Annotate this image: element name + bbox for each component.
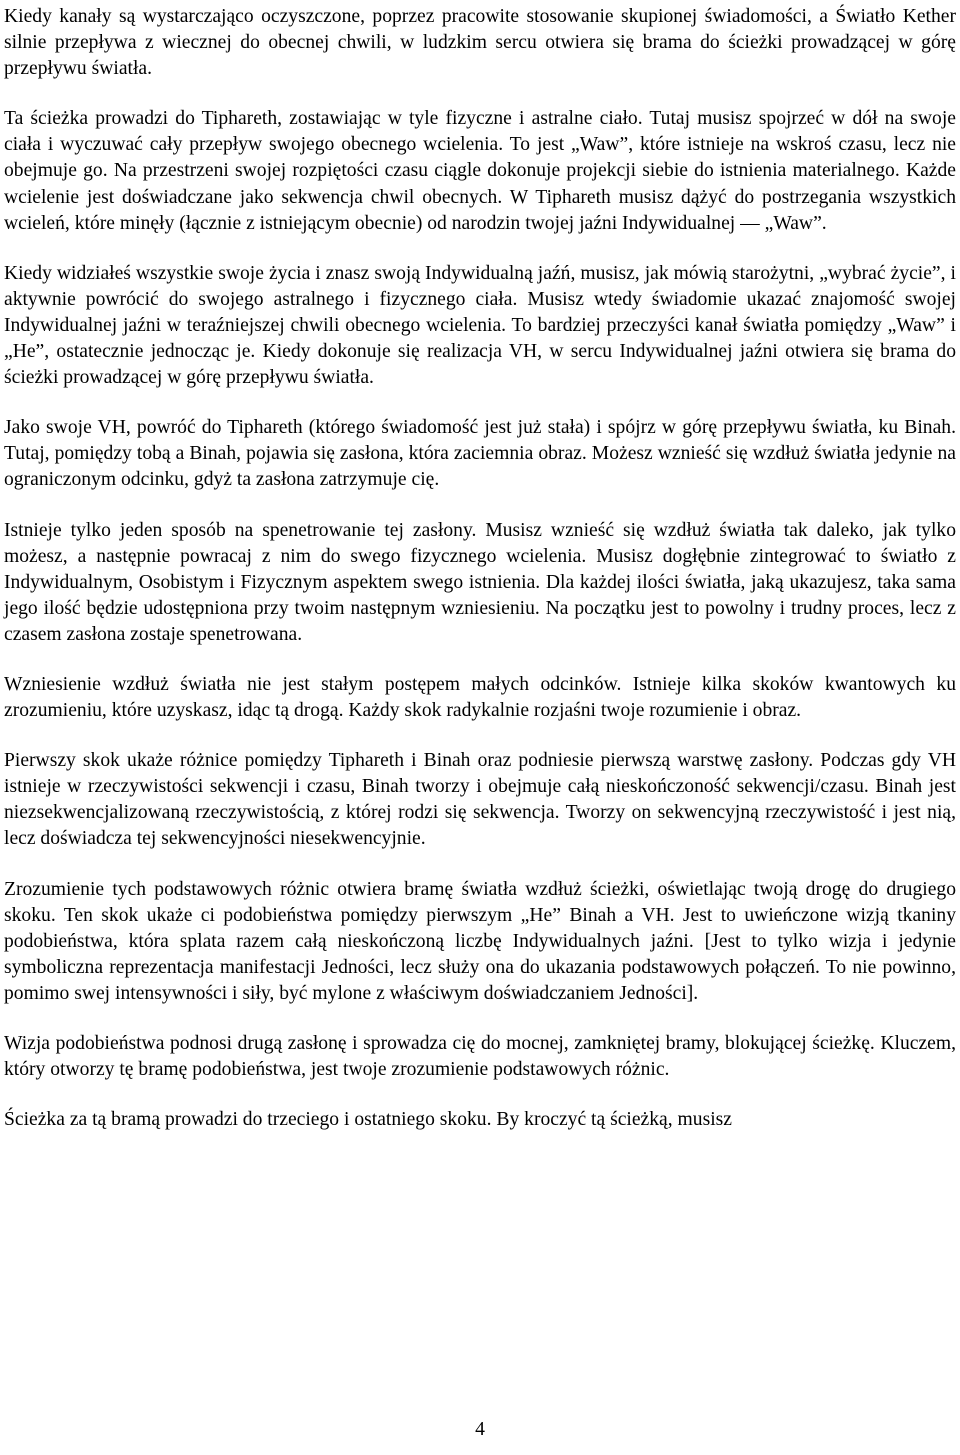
paragraph: Kiedy kanały są wystarczająco oczyszczone, poprzez pracowite stosowanie skupionej świadomości, a Światło Kether silnie przepływa z wiecznej do obecnej chwili, w ludzkim sercu otwiera się brama do ścieżki prowadzącej w górę przepływu światła. <box>4 6 956 80</box>
document-body <box>4 4 956 1133</box>
page-number: 4 <box>475 1419 485 1440</box>
paragraph: Kiedy widziałeś wszystkie swoje życia i znasz swoją Indywidualną jaźń, musisz, jak mówią starożytni, „wybrać życie”, i aktywnie powrócić do swojego astralnego i fizycznego ciała. Musisz wtedy świadomie ukazać znajomość swojej Indywidualnej jaźni w teraźniejszej chwili obecnego wcielenia. To bardziej przeczyści kanał światła pomiędzy „Waw” i „He”, ostatecznie jednocząc je. Kiedy dokonuje się realizacja VH, w sercu Indywidualnej jaźni otwiera się brama do ścieżki prowadzącej w górę przepływu światła. <box>4 262 956 389</box>
paragraph: Wizja podobieństwa podnosi drugą zasłonę i sprowadza cię do mocnej, zamkniętej bramy, blokującej ścieżkę. Kluczem, który otworzy tę bramę podobieństwa, jest twoje zrozumienie podstawowych różnic. <box>4 1033 956 1081</box>
paragraph: Ta ścieżka prowadzi do Tiphareth, zostawiając w tyle fizyczne i astralne ciało. Tutaj musisz spojrzeć w dół na swoje ciała i wyczuwać cały przepływ swojego obecnego wcielenia. To jest „Waw”, które istnieje na wskroś czasu, lecz nie obejmuje go. Na przestrzeni swojej rozpiętości czasu ciągle dokonuje projekcji siebie do istnienia materialnego. Każde wcielenie jest doświadczane jako sekwencja chwil obecnych. W Tiphareth musisz dążyć do postrzegania wszystkich wcieleń, które minęły (łącznie z istniejącym obecnie) od narodzin twojej jaźni Indywidualnej — „Waw”. <box>4 108 956 234</box>
paragraph: Jako swoje VH, powróć do Tiphareth (którego świadomość jest już stała) i spójrz w górę przepływu światła, ku Binah. Tutaj, pomiędzy tobą a Binah, pojawia się zasłona, która zaciemnia obraz. Możesz wznieść się wzdłuż światła jedynie na ograniczonym odcinku, gdyż ta zasłona zatrzymuje cię. <box>4 417 956 491</box>
paragraph: Pierwszy skok ukaże różnice pomiędzy Tiphareth i Binah oraz podniesie pierwszą warstwę zasłony. Podczas gdy VH istnieje w rzeczywistości sekwencji i czasu, Binah tworzy i obejmuje całą nieskończoność sekwencji/czasu. Binah jest niezsekwencjalizowaną rzeczywistością, z której rodzi się sekwencja. Tworzy on sekwencyjną rzeczywistość i jest nią, lecz doświadcza tej sekwencyjności niesekwencyjnie. <box>4 750 956 850</box>
paragraph: Zrozumienie tych podstawowych różnic otwiera bramę światła wzdłuż ścieżki, oświetlając twoją drogę do drugiego skoku. Ten skok ukaże ci podobieństwa pomiędzy pierwszym „He” Binah a VH. Jest to uwieńczone wizją tkaniny podobieństwa, która splata razem całą nieskończoną liczbę Indywidualnych jaźni. [Jest to tylko wizja i jedynie symboliczna reprezentacja manifestacji Jedności, lecz służy ona do ukazania podstawowych połączeń. To nie powinno, pomimo swej intensywności i siły, być mylone z właściwym doświadczaniem Jedności]. <box>4 878 956 1004</box>
paragraph: Wzniesienie wzdłuż światła nie jest stałym postępem małych odcinków. Istnieje kilka skoków kwantowych ku zrozumieniu, które uzyskasz, idąc tą drogą. Każdy skok radykalnie rozjaśni twoje rozumienie i obraz. <box>4 673 956 722</box>
document-page <box>4 0 956 1455</box>
paragraph: Ścieżka za tą bramą prowadzi do trzeciego i ostatniego skoku. By kroczyć tą ścieżką, musisz <box>4 1109 732 1131</box>
paragraph: Istnieje tylko jeden sposób na spenetrowanie tej zasłony. Musisz wznieść się wzdłuż światła tak daleko, jak tylko możesz, a następnie powracaj z nim do swego fizycznego wcielenia. Musisz dogłębnie zintegrować to światło z Indywidualnym, Osobistym i Fizycznym aspektem swego istnienia. Dla każdej ilości światła, jaką ukazujesz, taka sama jego ilość będzie udostępniona przy twoim następnym wzniesieniu. Na początku jest to powolny i trudny proces, lecz z czasem zasłona zostaje spenetrowana. <box>4 519 956 645</box>
